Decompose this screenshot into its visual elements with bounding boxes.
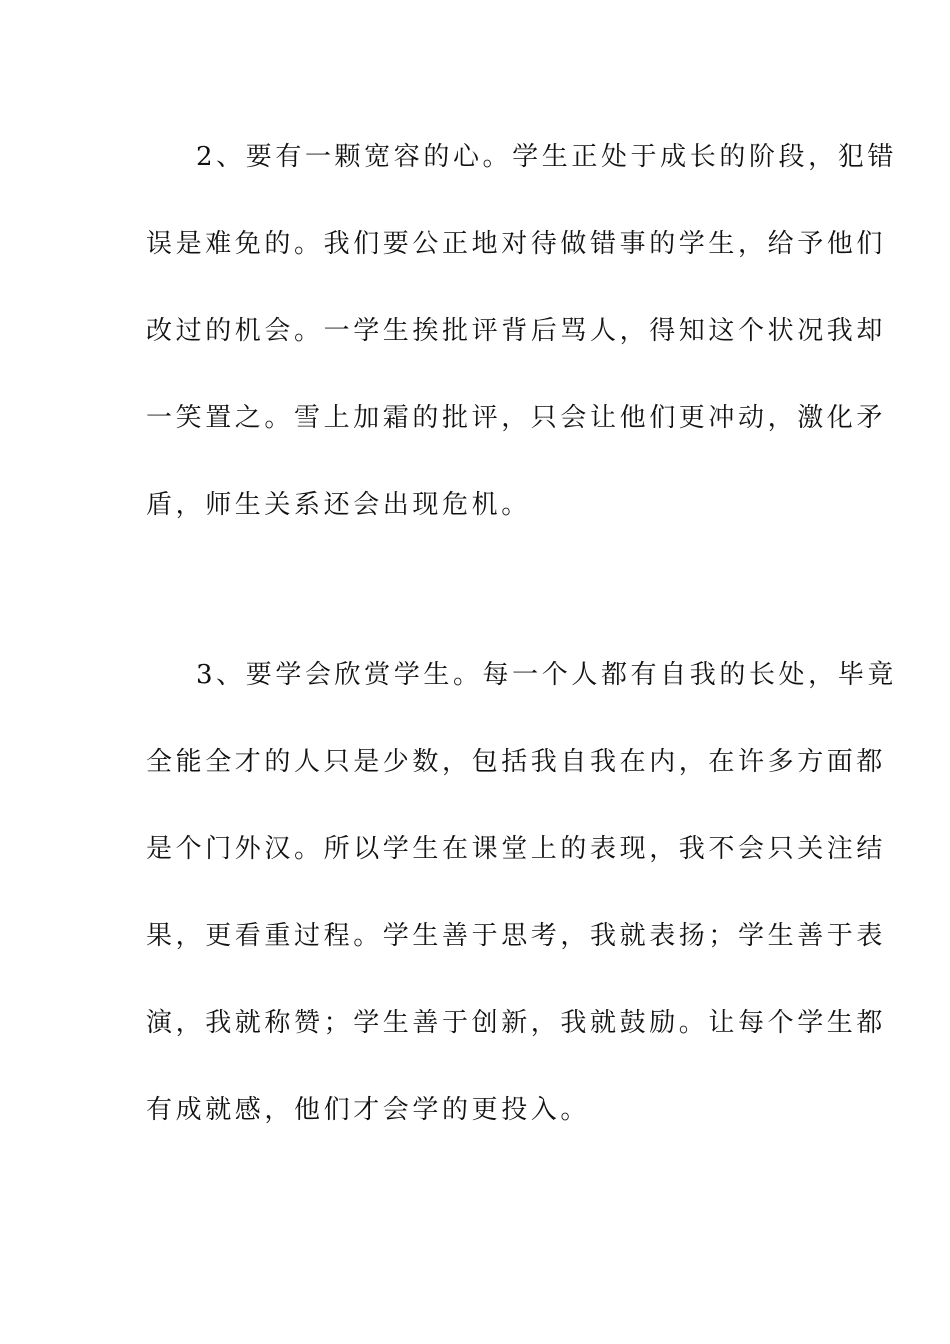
text-line: 一笑置之。雪上加霜的批评，只会让他们更冲动，激化矛 [146,403,887,433]
text-line: 2、要有一颗宽容的心。学生正处于成长的阶段，犯错 [196,142,897,172]
paragraph-tolerance [146,114,897,549]
text-line: 演，我就称赞；学生善于创新，我就鼓励。让每个学生都 [146,1008,887,1038]
paragraph-appreciation [146,632,897,1154]
text-line: 3、要学会欣赏学生。每一个人都有自我的长处，毕竟 [196,660,897,690]
text-line: 果，更看重过程。学生善于思考，我就表扬；学生善于表 [146,921,887,951]
text-line: 是个门外汉。所以学生在课堂上的表现，我不会只关注结 [146,834,887,864]
text-line: 有成就感，他们才会学的更投入。 [146,1095,591,1125]
text-line: 盾，师生关系还会出现危机。 [146,490,531,520]
text-line: 全能全才的人只是少数，包括我自我在内，在许多方面都 [146,747,887,777]
text-line: 误是难免的。我们要公正地对待做错事的学生，给予他们 [146,229,887,259]
text-line: 改过的机会。一学生挨批评背后骂人，得知这个状况我却 [146,316,887,346]
